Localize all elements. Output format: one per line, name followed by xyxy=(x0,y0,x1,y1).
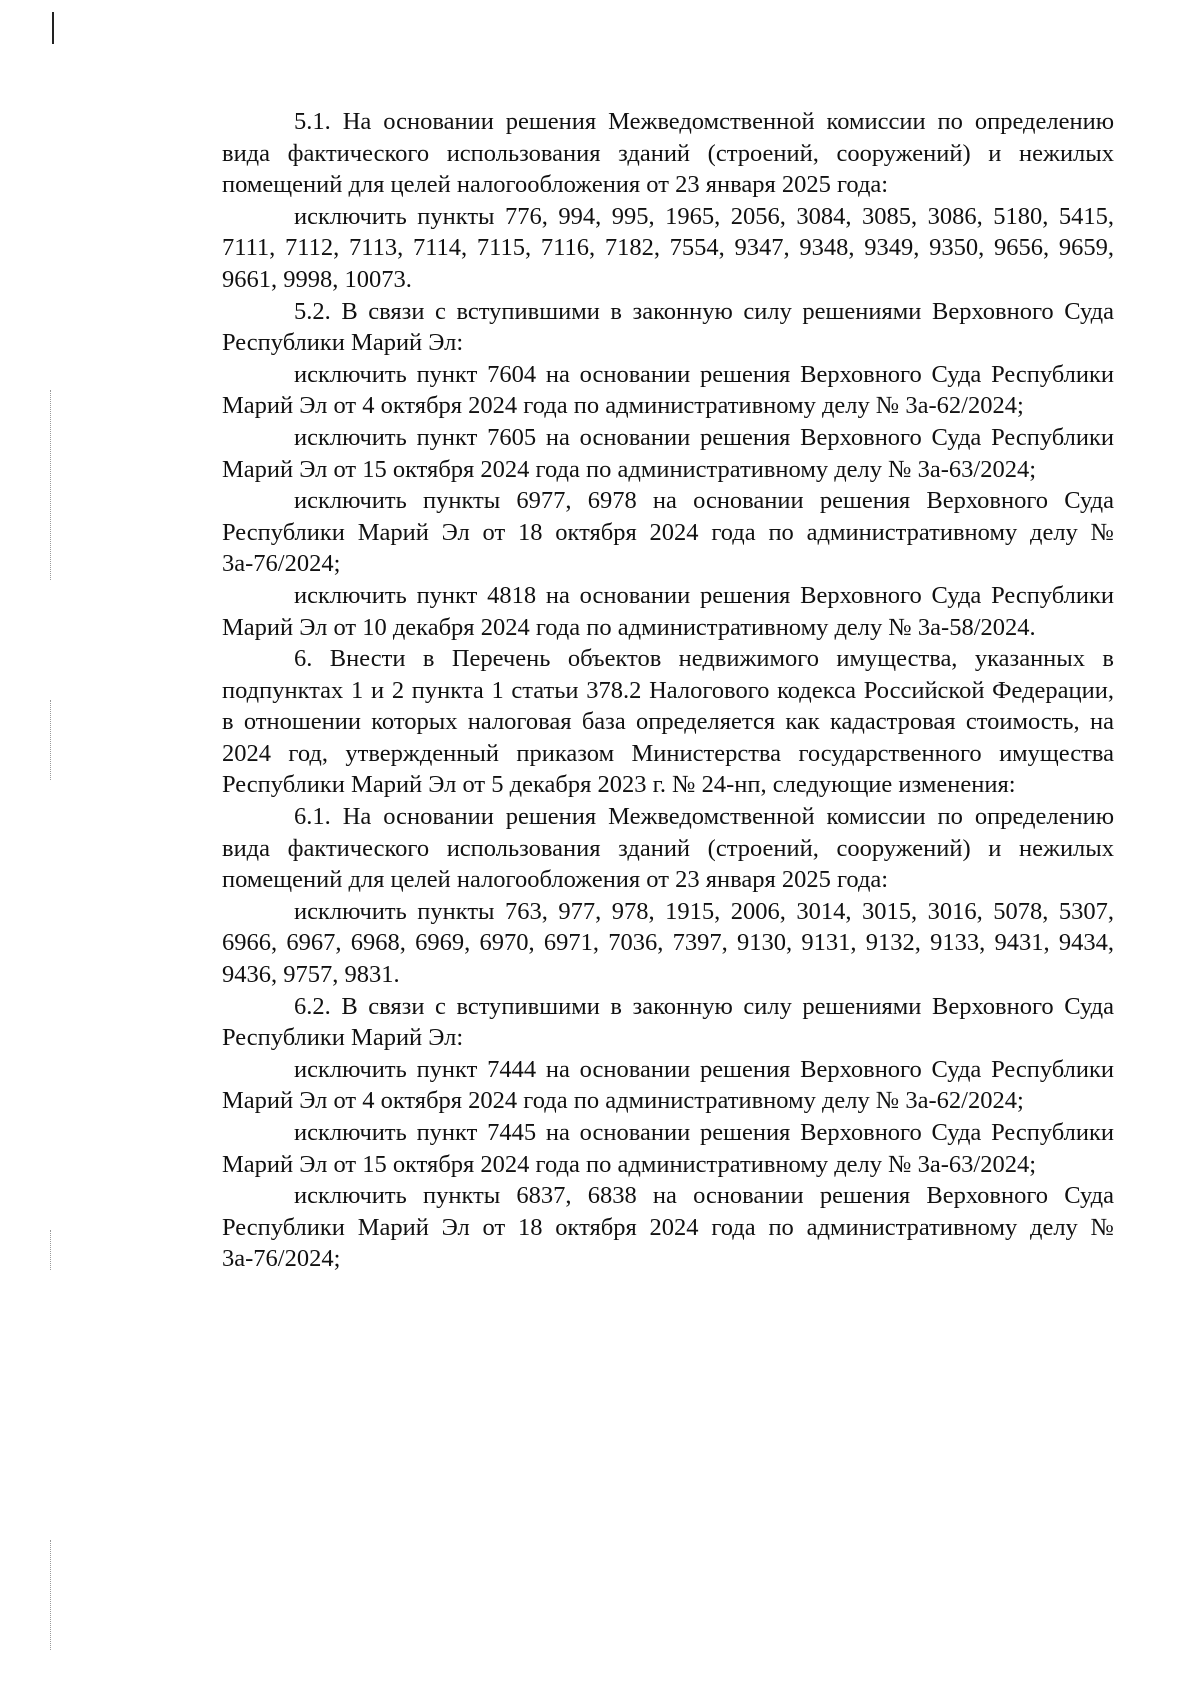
paragraph-6-2-item: исключить пункт 7444 на основании решения Верховного Суда Республики Марий Эл от 4 октября 2024 года по административному делу № 3а-62/2024; xyxy=(222,1055,1114,1115)
paragraph-6: 6. Внести в Перечень объектов недвижимого имущества, указанных в подпунктах 1 и 2 пункта 1 статьи 378.2 Налогового кодекса Российской Федерации, в отношении которых налоговая база определяется как кадастровая стоимость, на 2024 год, утвержденный приказом Министерства государственного имущества Республики Марий Эл от 5 декабря 2023 г. № 24-нп, следующие изменения: xyxy=(222,645,1114,799)
scan-dotted-edge xyxy=(50,1230,53,1270)
paragraph-5-2-item: исключить пункт 7604 на основании решения Верховного Суда Республики Марий Эл от 4 октября 2024 года по административному делу № 3а-62/2024; xyxy=(222,360,1114,420)
paragraph-5-2: 5.2. В связи с вступившими в законную силу решениями Верховного Суда Республики Марий Эл: xyxy=(222,297,1114,357)
paragraph-6-2-item: исключить пункт 7445 на основании решения Верховного Суда Республики Марий Эл от 15 октября 2024 года по административному делу № 3а-63/2024; xyxy=(222,1119,1114,1178)
paragraph-6-2-item: исключить пункты 6837, 6838 на основании решения Верховного Суда Республики Марий Эл от 18 октября 2024 года по административному делу № 3а-76/2024; xyxy=(222,1182,1114,1273)
paragraph-6-1: 6.1. На основании решения Межведомственной комиссии по определению вида фактического использования зданий (строений, сооружений) и нежилых помещений для целей налогообложения от 23 января 2025 года: xyxy=(222,803,1114,894)
paragraph-5-2-item: исключить пункт 4818 на основании решения Верховного Суда Республики Марий Эл от 10 декабря 2024 года по административному делу № 3а-58/2024. xyxy=(222,581,1114,641)
paragraph-6-1-exclusions: исключить пункты 763, 977, 978, 1915, 2006, 3014, 3015, 3016, 5078, 5307, 6966, 6967, 6968, 6969, 6970, 6971, 7036, 7397, 9130, 9131, 9132, 9133, 9431, 9434, 9436, 9757, 9831. xyxy=(222,897,1114,989)
scan-dotted-edge xyxy=(50,1540,53,1650)
paragraph-5-1-exclusions: исключить пункты 776, 994, 995, 1965, 2056, 3084, 3085, 3086, 5180, 5415, 7111, 7112, 7113, 7114, 7115, 7116, 7182, 7554, 9347, 9348, 9349, 9350, 9656, 9659, 9661, 9998, 10073. xyxy=(222,202,1114,293)
paragraph-6-2: 6.2. В связи с вступившими в законную силу решениями Верховного Суда Республики Марий Эл: xyxy=(222,992,1114,1052)
paragraph-5-2-item: исключить пункт 7605 на основании решения Верховного Суда Республики Марий Эл от 15 октября 2024 года по административному делу № 3а-63/2024; xyxy=(222,423,1114,483)
scan-edge-mark xyxy=(52,12,54,44)
scan-dotted-edge xyxy=(50,390,53,580)
paragraph-5-2-item: исключить пункты 6977, 6978 на основании решения Верховного Суда Республики Марий Эл от 18 октября 2024 года по административному делу № 3а-76/2024; xyxy=(222,487,1114,578)
paragraph-5-1: 5.1. На основании решения Межведомственной комиссии по определению вида фактического использования зданий (строений, сооружений) и нежилых помещений для целей налогообложения от 23 января 2025 года: xyxy=(222,108,1114,199)
scan-dotted-edge xyxy=(50,700,53,780)
document-body xyxy=(222,106,1114,1275)
